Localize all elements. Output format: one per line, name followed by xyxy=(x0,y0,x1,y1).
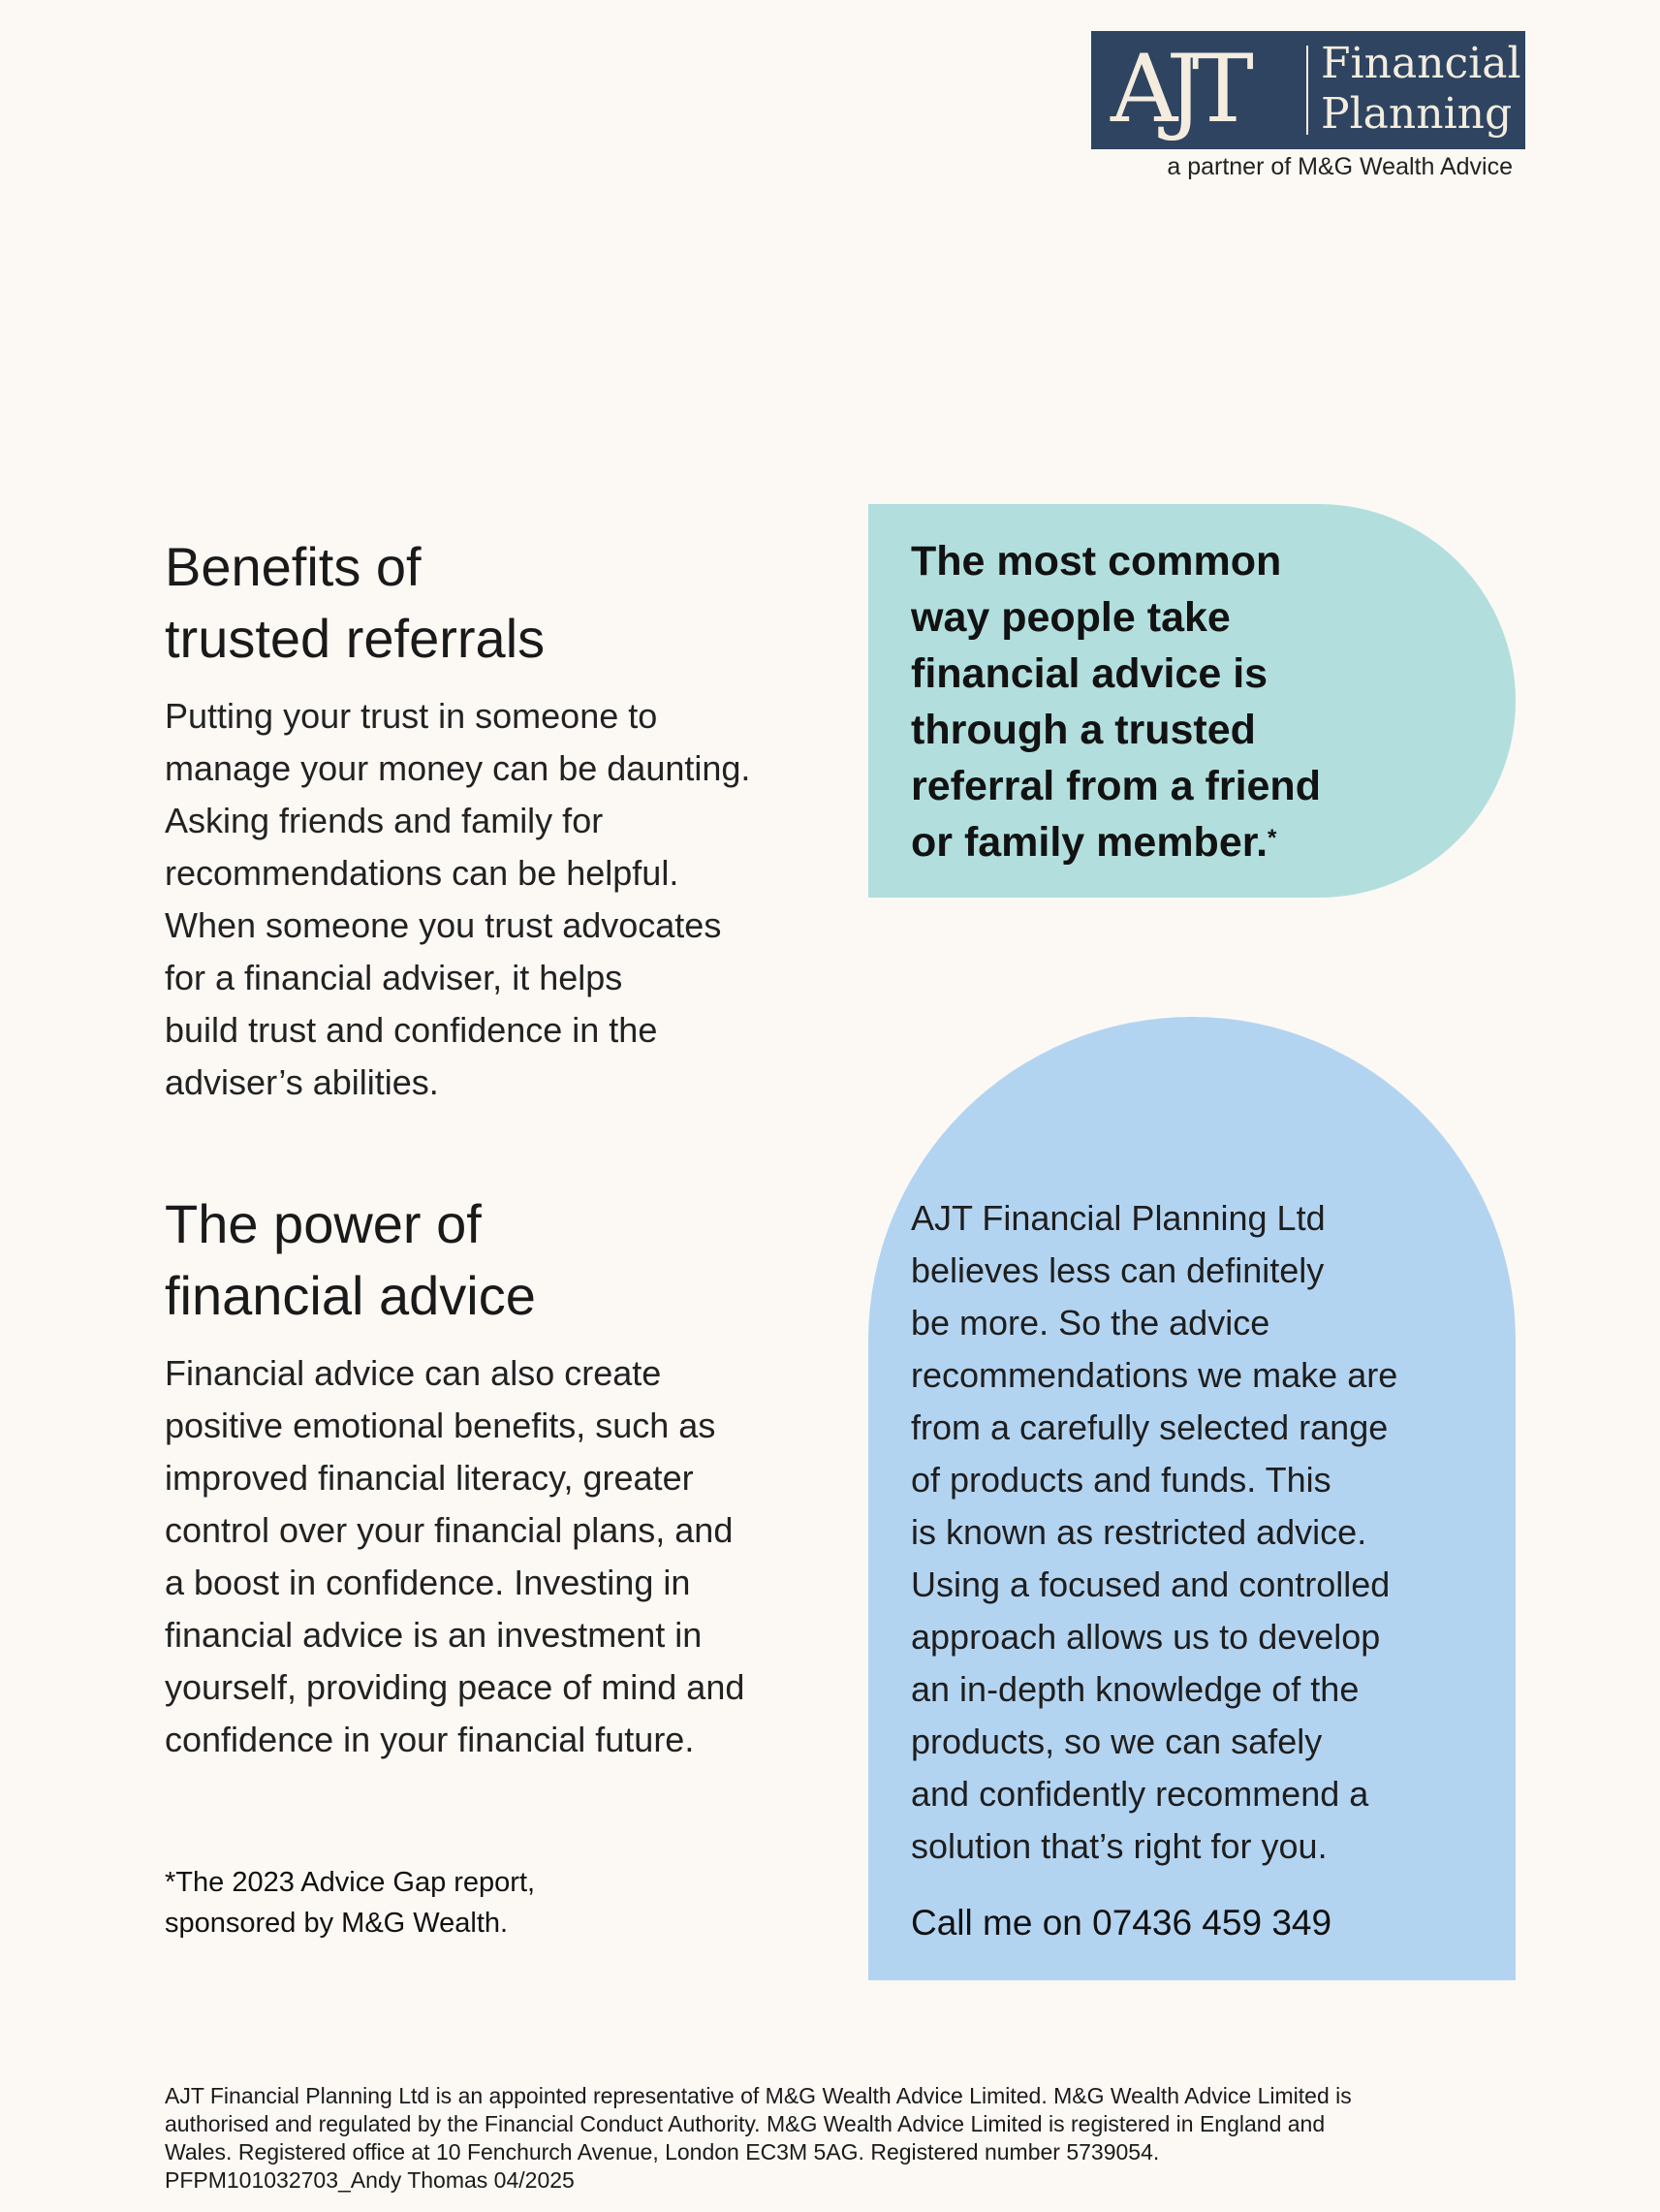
benefits-heading xyxy=(165,531,766,675)
callout-line: The most common xyxy=(911,538,1282,585)
callout-line: financial advice is xyxy=(911,650,1268,697)
legal-line: PFPM101032703_Andy Thomas 04/2025 xyxy=(165,2167,575,2193)
restricted-line: recommendations we make are xyxy=(911,1355,1398,1395)
restricted-line: an in-depth knowledge of the xyxy=(911,1669,1360,1709)
callout-line: or family member. xyxy=(911,819,1268,866)
restricted-line: Using a focused and controlled xyxy=(911,1564,1391,1604)
benefits-body-line: build trust and confidence in the xyxy=(165,1010,658,1050)
power-heading-line-1: The power of xyxy=(165,1193,482,1254)
power-body xyxy=(165,1347,824,1774)
benefits-body xyxy=(165,690,824,1117)
benefits-body-line: When someone you trust advocates xyxy=(165,905,722,945)
company-logo xyxy=(1091,31,1525,149)
callout-line: referral from a friend xyxy=(911,763,1321,809)
logo-mark: AJT xyxy=(1111,35,1242,143)
restricted-line: AJT Financial Planning Ltd xyxy=(911,1198,1326,1238)
footnote-line: sponsored by M&G Wealth. xyxy=(165,1908,509,1939)
source-footnote xyxy=(165,1862,649,1943)
benefits-body-line: manage your money can be daunting. xyxy=(165,748,751,788)
logo-divider xyxy=(1306,46,1308,135)
callout-footnote-mark: * xyxy=(1268,825,1277,851)
callout-line-last xyxy=(911,814,1395,870)
benefits-body-line: Asking friends and family for xyxy=(165,801,604,840)
logo-word-financial: Financial xyxy=(1321,39,1521,88)
logo-tagline: a partner of M&G Wealth Advice xyxy=(1167,153,1513,180)
logo-word-planning: Planning xyxy=(1321,89,1513,139)
power-body-line: improved financial literacy, greater xyxy=(165,1458,694,1498)
restricted-line: and confidently recommend a xyxy=(911,1774,1369,1814)
restricted-line: be more. So the advice xyxy=(911,1303,1270,1343)
callout-line: through a trusted xyxy=(911,707,1256,753)
benefits-heading-line-2: trusted referrals xyxy=(165,608,546,669)
callout-text xyxy=(911,533,1395,870)
callout-line: way people take xyxy=(911,594,1231,641)
power-body-line: control over your financial plans, and xyxy=(165,1510,734,1550)
legal-line: authorised and regulated by the Financial Conduct Authority. M&G Wealth Advice Limited is registered in England and xyxy=(165,2111,1326,2136)
legal-line: Wales. Registered office at 10 Fenchurch Avenue, London EC3M 5AG. Registered number 5739054. xyxy=(165,2139,1160,2165)
restricted-line: approach allows us to develop xyxy=(911,1617,1381,1657)
legal-disclaimer xyxy=(165,2082,1541,2195)
power-body-line: confidence in your financial future. xyxy=(165,1720,695,1759)
power-body-line: Financial advice can also create xyxy=(165,1353,662,1393)
footnote-line: *The 2023 Advice Gap report, xyxy=(165,1867,536,1898)
power-body-line: positive emotional benefits, such as xyxy=(165,1406,716,1445)
restricted-line: believes less can definitely xyxy=(911,1250,1325,1290)
power-body-line: a boost in confidence. Investing in xyxy=(165,1563,691,1602)
restricted-line: solution that’s right for you. xyxy=(911,1826,1328,1866)
restricted-line: from a carefully selected range xyxy=(911,1407,1389,1447)
phone-call-to-action[interactable]: Call me on 07436 459 349 xyxy=(911,1903,1332,1943)
benefits-body-line: for a financial adviser, it helps xyxy=(165,958,623,997)
benefits-body-line: recommendations can be helpful. xyxy=(165,853,679,893)
power-heading xyxy=(165,1188,766,1332)
restricted-line: is known as restricted advice. xyxy=(911,1512,1367,1552)
restricted-advice-text xyxy=(911,1192,1483,1873)
power-body-line: yourself, providing peace of mind and xyxy=(165,1667,745,1707)
legal-line: AJT Financial Planning Ltd is an appointed representative of M&G Wealth Advice Limited. M&G Wealth Advice Limited is xyxy=(165,2083,1352,2108)
power-body-line: financial advice is an investment in xyxy=(165,1615,703,1655)
benefits-body-line: adviser’s abilities. xyxy=(165,1062,439,1102)
restricted-line: products, so we can safely xyxy=(911,1722,1323,1761)
power-heading-line-2: financial advice xyxy=(165,1265,536,1326)
benefits-body-line: Putting your trust in someone to xyxy=(165,696,658,736)
restricted-line: of products and funds. This xyxy=(911,1460,1331,1500)
benefits-heading-line-1: Benefits of xyxy=(165,536,422,597)
